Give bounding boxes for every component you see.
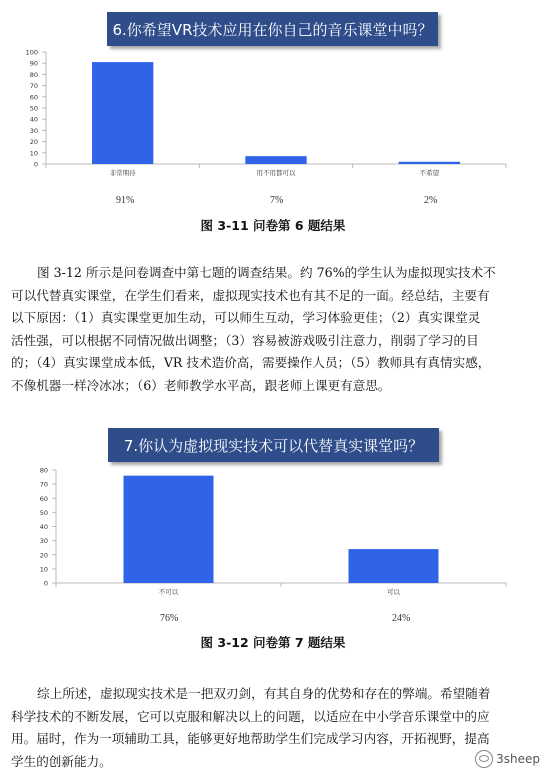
paragraph2-line: 综上所述，虚拟现实技术是一把双刃剑，有其自身的优势和存在的弊端。希望随着 [37, 686, 491, 701]
figure1-pct-1: 91% [116, 195, 135, 206]
y-tick-label: 30 [39, 537, 48, 546]
paragraph1-line: 活性强，可以根据不同情况做出调整；（3）容易被游戏吸引注意力，削弱了学习的目 [11, 332, 479, 348]
x-tick-label: 可以 [387, 588, 400, 596]
paragraph2-line: 学生的创新能力。 [11, 753, 112, 769]
y-tick-label: 10 [39, 565, 48, 574]
paragraph2-line: 科学技术的不断发展，它可以克服和解决以上的问题，以适应在中小学音乐课堂中的应 [11, 708, 490, 724]
x-tick-label: 非常期待 [109, 169, 136, 177]
paragraph2-line: 用。届时，作为一项辅助工具，能够更好地帮助学生们完成学习内容，开拓视野，提高 [11, 731, 490, 747]
y-tick-label: 0 [43, 579, 48, 588]
bar [245, 156, 306, 164]
figure1-chart [0, 45, 546, 185]
figure2-chart [0, 462, 546, 602]
x-tick-label: 不可以 [158, 588, 179, 596]
wechat-icon [475, 750, 493, 768]
figure1-pct-3: 2% [424, 195, 438, 206]
figure1-pct-2: 7% [270, 195, 284, 206]
x-tick-label: 用不用都可以 [256, 169, 296, 177]
x-tick-label: 不希望 [419, 169, 440, 177]
y-tick-label: 100 [25, 48, 38, 57]
bar [399, 162, 460, 164]
y-tick-label: 20 [39, 551, 48, 560]
paragraph1-line: 以下原因：（1）真实课堂更加生动，可以师生互动，学习体验更佳；（2）真实课堂灵 [11, 310, 481, 326]
y-tick-label: 80 [39, 466, 48, 475]
y-tick-label: 60 [29, 93, 38, 102]
figure1-banner-title: 6.你希望VR技术应用在你自己的音乐课堂中吗？ [112, 20, 433, 39]
y-tick-label: 70 [39, 480, 48, 489]
figure2-pct-1: 76% [160, 613, 179, 624]
body-paragraph-1 [11, 262, 541, 398]
y-tick-label: 40 [39, 523, 48, 531]
y-tick-label: 0 [33, 160, 38, 169]
paragraph1-line: 可以代替真实课堂，在学生们看来，虚拟现实技术也有其不足的一面。经总结，主要有 [11, 287, 490, 303]
y-tick-label: 50 [39, 508, 48, 517]
watermark [475, 750, 540, 768]
y-tick-label: 20 [29, 138, 38, 147]
y-tick-label: 70 [29, 82, 38, 91]
paragraph1-line: 图 3-12 所示是问卷调查中第七题的调查结果。约 76%的学生认为虚拟现实技术不 [37, 265, 496, 280]
paragraph1-line: 不像机器一样冷冰冰；（6）老师教学水平高，跟老师上课更有意思。 [11, 377, 391, 393]
y-tick-label: 10 [29, 149, 38, 158]
y-tick-label: 30 [29, 126, 38, 135]
y-tick-label: 60 [39, 494, 48, 503]
bar [92, 62, 153, 164]
figure2-caption: 图 3-12 问卷第 7 题结果 [200, 635, 346, 650]
bar [349, 549, 439, 583]
figure2-banner-title: 7.你认为虚拟现实技术可以代替真实课堂吗？ [123, 436, 424, 455]
bar [124, 476, 214, 583]
y-tick-label: 90 [29, 59, 38, 68]
watermark-text: 3sheep [496, 752, 540, 766]
figure1-caption: 图 3-11 问卷第 6 题结果 [200, 218, 346, 233]
body-paragraph-2 [11, 683, 541, 773]
figure2-banner [108, 428, 439, 462]
y-tick-label: 50 [29, 104, 38, 113]
figure2-pct-2: 24% [392, 613, 411, 624]
y-tick-label: 40 [29, 115, 38, 124]
paragraph1-line: 的；（4）真实课堂成本低，VR 技术造价高，需要操作人员；（5）教师具有真情实感， [11, 355, 491, 371]
figure1-banner [107, 12, 438, 46]
y-tick-label: 80 [29, 70, 38, 79]
